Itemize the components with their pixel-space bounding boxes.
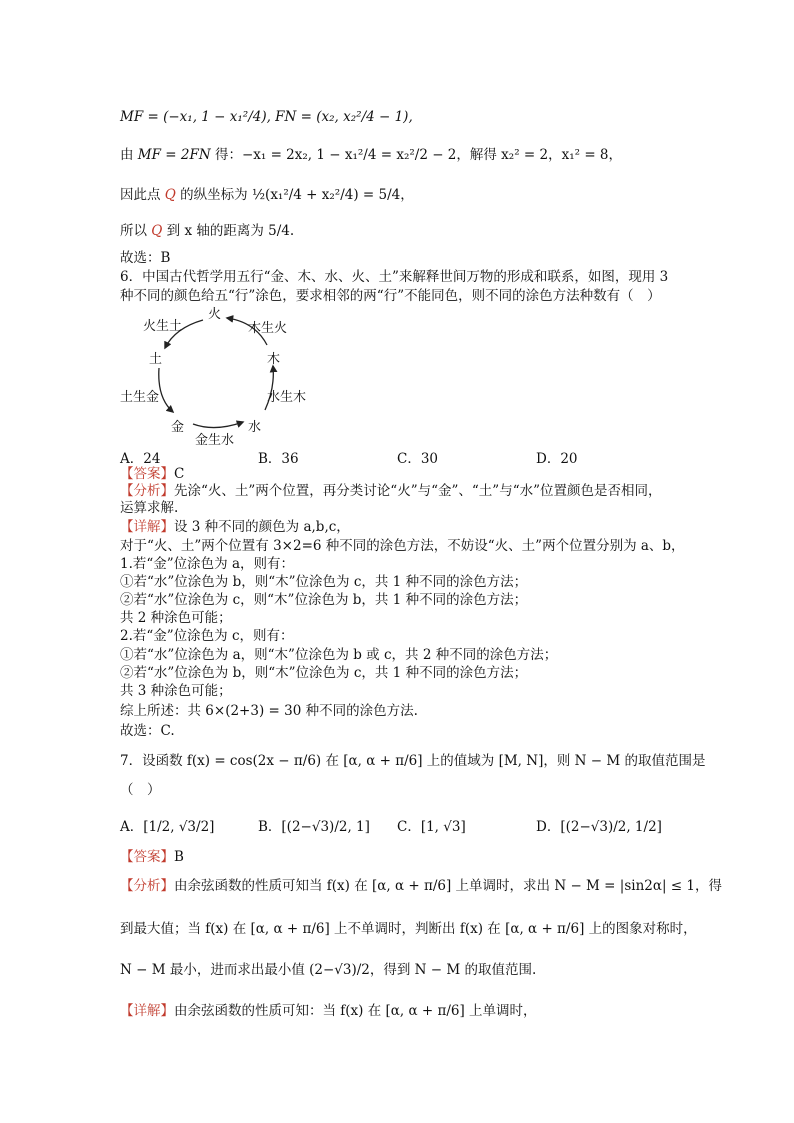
q6-option-c: C．30 (397, 451, 439, 467)
q6-analysis-line-2: 运算求解. (120, 500, 179, 516)
q6-detail-line-3: 1.若“金”位涂色为 a，则有： (120, 556, 295, 572)
label-tu: 土 (149, 352, 163, 367)
q6-option-b: B．36 (258, 451, 299, 467)
label-jin-sheng-shui: 金生水 (195, 433, 235, 448)
label-jin: 金 (171, 420, 185, 435)
label-huo: 火 (208, 307, 222, 322)
q6-detail-line-8: ①若“水”位涂色为 a，则“木”位涂色为 b 或 c，共 2 种不同的涂色方法； (120, 647, 558, 663)
label-mu-sheng-huo: 木生火 (248, 321, 288, 336)
arrow-tu-to-jin (159, 368, 173, 412)
q6-detail-line-7: 2.若“金”位涂色为 c，则有： (120, 628, 294, 644)
label-mu: 木 (267, 352, 281, 367)
q6-detail-line-1: 【详解】设 3 种不同的颜色为 a,b,c， (120, 519, 350, 535)
q6-detail-line-4: ①若“水”位涂色为 b，则“木”位涂色为 c，共 1 种不同的涂色方法； (120, 574, 528, 590)
q6-detail-line-11: 综上所述：共 6×(2+3) = 30 种不同的涂色方法. (120, 703, 418, 719)
q-ordinate-line: 因此点 Q 的纵坐标为 ½(x₁²/4 + x₂²/4) = 5/4， (120, 187, 414, 203)
q7-analysis-line-1: 【分析】由余弦函数的性质可知当 f(x) 在 [α, α + π/6] 上单调时，求出 N − M = |sin2α| ≤ 1，得 (120, 878, 723, 894)
choose-b-line: 故选：B (120, 250, 171, 266)
q6-stem-line-1: 6．中国古代哲学用五行“金、木、水、火、土”来解释世间万物的形成和联系，如图，现用 3 (120, 269, 669, 285)
q6-choose: 故选：C. (120, 723, 175, 739)
q7-detail-line-1: 【详解】由余弦函数的性质可知：当 f(x) 在 [α, α + π/6] 上单调时， (120, 1003, 537, 1019)
q7-option-b: B．[(2−√3)/2, 1] (258, 819, 370, 835)
label-shui: 水 (248, 420, 262, 435)
q6-detail-line-2: 对于“火、土”两个位置有 3×2=6 种不同的涂色方法，不妨设“火、土”两个位置分别为 a、b， (120, 538, 685, 554)
label-huo-sheng-tu: 火生土 (143, 319, 183, 334)
q6-option-a: A．24 (120, 451, 161, 467)
label-shui-sheng-mu: 水生木 (267, 390, 307, 405)
q6-detail-line-10: 共 3 种涂色可能； (120, 683, 232, 699)
q7-analysis-line-3: N − M 最小，进而求出最小值 (2−√3)/2，得到 N − M 的取值范围. (120, 962, 537, 978)
q7-stem-line-2: （ ） (120, 782, 161, 798)
q6-analysis-line-1: 【分析】先涂“火、土”两个位置，再分类讨论“火”与“金”、“土”与“水”位置颜色是否相同， (120, 483, 662, 499)
vector-equation-line: MF = (−x₁, 1 − x₁²/4), FN = (x₂, x₂²/4 − 1), (120, 109, 413, 125)
q-distance-line: 所以 Q 到 x 轴的距离为 5/4. (120, 223, 295, 239)
q7-option-a: A．[1/2, √3/2] (120, 819, 215, 835)
q7-stem-line-1: 7．设函数 f(x) = cos(2x − π/6) 在 [α, α + π/6] 上的值域为 [M, N]，则 N − M 的取值范围是 (120, 753, 706, 769)
q6-stem-line-2: 种不同的颜色给五“行”涂色，要求相邻的两“行”不能同色，则不同的涂色方法种数有（ ） (120, 288, 661, 304)
q7-analysis-line-2: 到最大值；当 f(x) 在 [α, α + π/6] 上不单调时，判断出 f(x) 在 [α, α + π/6] 上的图象对称时， (120, 921, 697, 937)
q6-detail-line-9: ②若“水”位涂色为 b，则“木”位涂色为 c，共 1 种不同的涂色方法； (120, 665, 528, 681)
q6-answer: 【答案】C (120, 466, 185, 482)
q6-option-d: D．20 (536, 451, 578, 467)
q6-detail-line-6: 共 2 种涂色可能； (120, 610, 232, 626)
label-tu-sheng-jin: 土生金 (120, 390, 160, 405)
q7-option-c: C．[1, √3] (397, 819, 466, 835)
q6-detail-line-5: ②若“水”位涂色为 c，则“木”位涂色为 b，共 1 种不同的涂色方法； (120, 592, 528, 608)
five-elements-diagram (115, 300, 345, 448)
solve-line: 由 MF = 2FN 得：−x₁ = 2x₂, 1 − x₁²/4 = x₂²/2 − 2，解得 x₂² = 2，x₁² = 8， (120, 147, 623, 163)
q7-answer: 【答案】B (120, 849, 184, 865)
q7-option-d: D．[(2−√3)/2, 1/2] (536, 819, 662, 835)
arrow-jin-to-shui (193, 422, 243, 428)
